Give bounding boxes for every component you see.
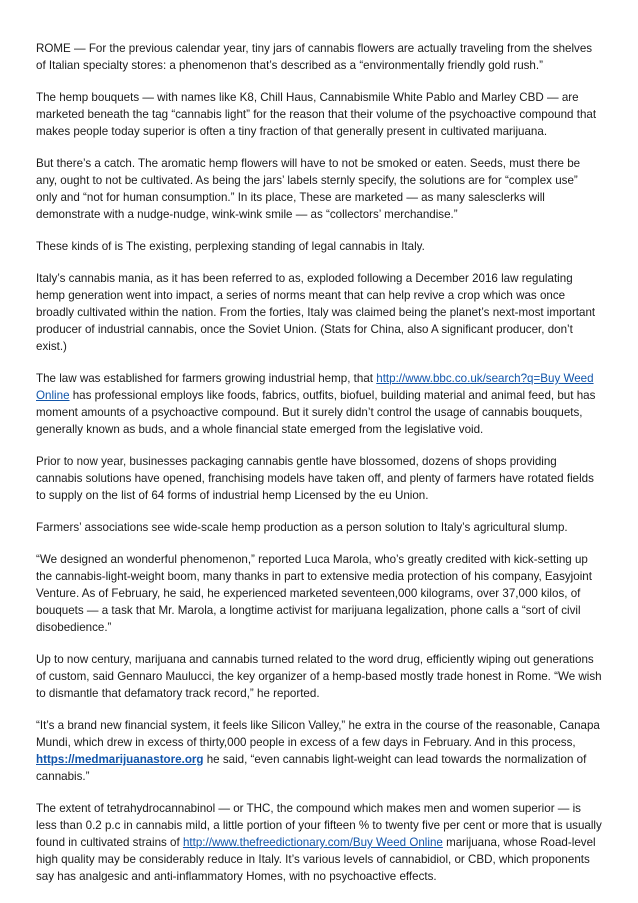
paragraph-6-text-before: The law was established for farmers growing industrial hemp, that	[36, 372, 377, 385]
paragraph-2: The hemp bouquets — with names like K8, Chill Haus, Cannabismile White Pablo and Marley CBD — are marketed beneath the tag “cannabis light” for the reason that their volume of the psychoactive compound that makes people today superior is often a tiny fraction of that generally present in cultivated marijuana.	[36, 91, 597, 138]
paragraph-3: But there’s a catch. The aromatic hemp flowers will have to not be smoked or eaten. Seeds, must there be any, ought to not be cultivated. As being the jars’ labels sternly specify, the solutions are for “complex use” only and “not for human consumption.” In its place, These are marketed — as many salesclerks will demonstrate with a nudge-nudge, wink-wink smile — as “collectors’ merchandise.”	[36, 157, 581, 221]
paragraph-12	[36, 800, 602, 885]
paragraph-6-text-after: has professional employs like foods, fabrics, outfits, biofuel, building material and animal feed, but has moment amounts of a psychoactive compound. But it surely didn’t control the usage of cannabis bouquets, generally known as buds, and a whole financial state emerged from the legislative void.	[36, 389, 596, 436]
bbc-search-link[interactable]: http://www.bbc.co.uk/search?q=Buy Weed Online	[36, 372, 594, 402]
medmarijuanastore-link[interactable]: https://medmarijuanastore.org	[36, 753, 204, 766]
paragraph-12-text-after: marijuana, whose Road-level high quality may be considerably reduce in Italy. It’s various levels of cannabidiol, or CBD, which proponents say has analgesic and anti-inflammatory Homes, with no psychoactive effects.	[36, 836, 596, 883]
paragraph-4: These kinds of is The existing, perplexing standing of legal cannabis in Italy.	[36, 240, 425, 253]
paragraph-11-text-before: “It’s a brand new financial system, it feels like Silicon Valley,” he extra in the course of the reasonable, Canapa Mundi, which drew in excess of thirty,000 people in excess of a few days in February. And in this process,	[36, 719, 600, 749]
paragraph-6	[36, 370, 602, 438]
paragraph-11-text-after: he said, “even cannabis light-weight can lead towards the normalization of cannabis.”	[36, 753, 587, 783]
paragraph-11	[36, 717, 602, 785]
paragraph-9: “We designed an wonderful phenomenon,” reported Luca Marola, who’s greatly credited with kick-setting up the cannabis-light-weight boom, many thanks in part to extensive media protection of his company, Easyjoint Venture. As of February, he said, he experienced marketed seventeen,000 kilograms, over 37,000 kilos, of bouquets — a task that Mr. Marola, a longtime activist for marijuana legalization, phone calls a “sort of civil disobedience.”	[36, 553, 592, 634]
paragraph-5: Italy’s cannabis mania, as it has been referred to as, exploded following a December 2016 law regulating hemp generation went into impact, a series of norms meant that can help revive a crop which was once broadly cultivated within the nation. From the forties, Italy was claimed being the planet’s next-most important producer of industrial cannabis, once the Soviet Union. (Stats for China, also A significant producer, don’t exist.)	[36, 272, 596, 353]
paragraph-8: Farmers’ associations see wide-scale hemp production as a person solution to Italy’s agricultural slump.	[36, 521, 568, 534]
paragraph-1: ROME — For the previous calendar year, tiny jars of cannabis flowers are actually traveling from the shelves of Italian specialty stores: a phenomenon that’s described as a “environmentally friendly gold rush.”	[36, 42, 593, 72]
paragraph-7: Prior to now year, businesses packaging cannabis gentle have blossomed, dozens of shops providing cannabis solutions have opened, franchising models have taken off, and plenty of farmers have rotated fields to supply on the list of 64 forms of industrial hemp Licensed by the eu Union.	[36, 455, 594, 502]
freedictionary-link[interactable]: http://www.thefreedictionary.com/Buy Weed Online	[182, 836, 443, 849]
paragraph-12-text-before: The extent of tetrahydrocannabinol — or THC, the compound which makes men and women superior — is less than 0.2 p.c in cannabis mild, a little portion of your fifteen % to twenty five per cent or more that is usually found in cultivated strains of	[36, 802, 602, 849]
paragraph-10: Up to now century, marijuana and cannabis turned related to the word drug, efficiently wiping out generations of custom, said Gennaro Maulucci, the key organizer of a hemp-based mostly trade honest in Rome. “We wish to dismantle that defamatory track record,” he reported.	[36, 653, 602, 700]
